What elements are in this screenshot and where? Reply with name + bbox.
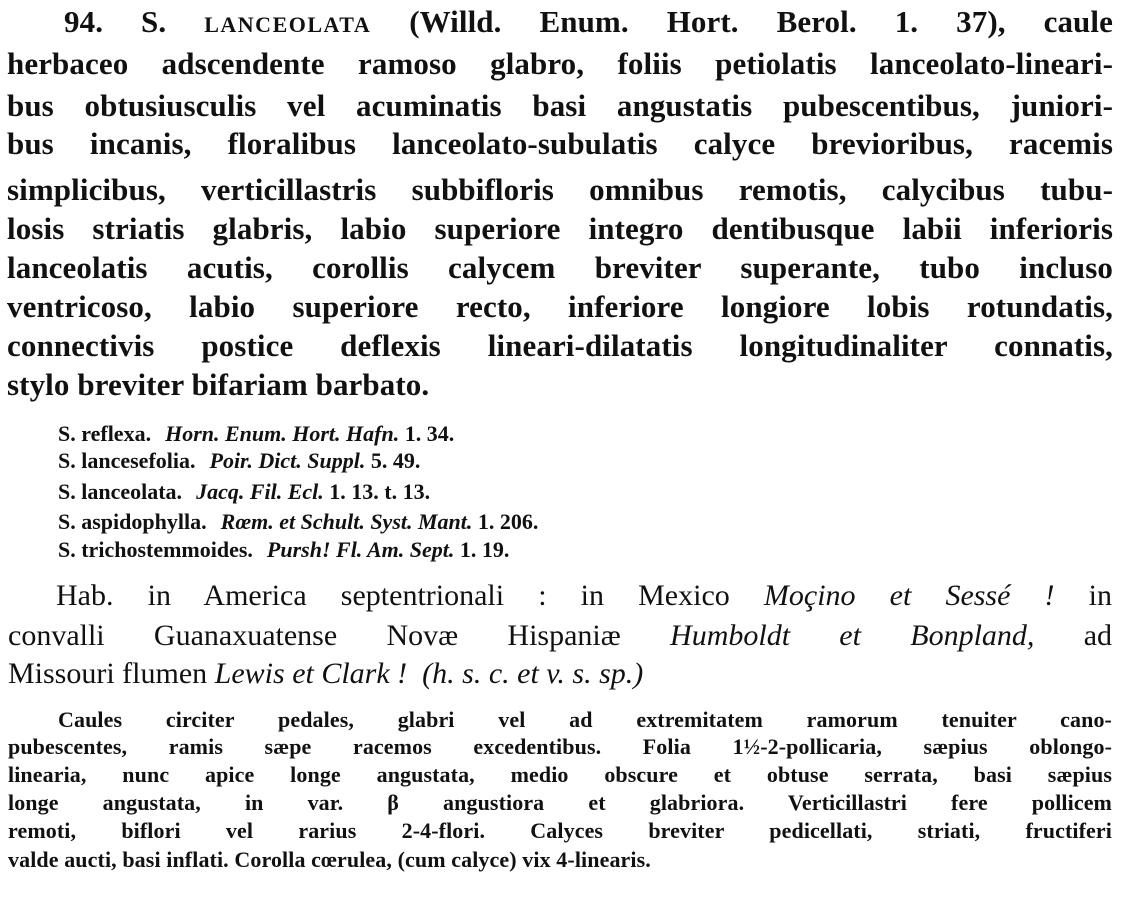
description-line: simplicibus, verticillastris subbifloris omnibus remotis, calycibus tubu-	[7, 172, 1113, 207]
synonym-name: S. lanceolata.	[58, 479, 183, 504]
synonym-name: S. lancesefolia.	[58, 448, 196, 473]
synonym-name: S. aspidophylla.	[58, 509, 207, 534]
habitat-text: ad	[1083, 619, 1113, 652]
synonym-citation: Poir. Dict. Suppl.	[209, 448, 366, 473]
habitat-line	[8, 618, 1112, 654]
species-heading	[64, 4, 1113, 40]
synonym-citation: Rœm. et Schult. Syst. Mant.	[220, 509, 473, 534]
synonym-reference: 1. 19.	[459, 537, 510, 562]
habitat-specimen-note: (h. s. c. et v. s. sp.)	[422, 657, 644, 690]
synonym-reference: 1. 13. t. 13.	[329, 479, 431, 504]
habitat-collector: Humboldt et Bonpland,	[670, 619, 1035, 652]
habitat-collector: Lewis et Clark !	[214, 657, 408, 690]
habitat-text: Hab. in America septentrionali : in Mexico	[56, 579, 730, 612]
note-line: valde aucti, basi inflati. Corolla cœrulea, (cum calyce) vix 4-linearis.	[8, 847, 651, 872]
description-line: losis striatis glabris, labio superiore integro dentibusque labii inferioris	[7, 211, 1113, 246]
species-authority: (Willd. Enum. Hort. Berol. 1. 37), caule	[409, 4, 1113, 39]
synonym-reference: 1. 34.	[404, 421, 455, 446]
habitat-line	[56, 578, 1112, 614]
habitat-collector: Moçino et Sessé !	[763, 579, 1055, 612]
description-line: bus obtusiusculis vel acuminatis basi angustatis pubescentibus, juniori-	[7, 88, 1113, 123]
note-line: linearia, nunc apice longe angustata, medio obscure et obtuse serrata, basi sæpius	[8, 762, 1112, 787]
synonym-reference: 5. 49.	[370, 448, 421, 473]
species-number: 94.	[64, 4, 104, 39]
synonym-name: S. reflexa.	[58, 421, 152, 446]
synonym-entry	[58, 509, 538, 534]
habitat-text: convalli Guanaxuatense Novæ Hispaniæ	[8, 619, 621, 652]
note-line: longe angustata, in var. β angustiora et glabriora. Verticillastri fere pollicem	[8, 790, 1112, 815]
description-line: lanceolatis acutis, corollis calycem breviter superante, tubo incluso	[7, 250, 1113, 285]
habitat-text: Missouri flumen	[8, 657, 208, 690]
description-line: connectivis postice deflexis lineari-dilatatis longitudinaliter connatis,	[7, 328, 1113, 363]
synonym-citation: Horn. Enum. Hort. Hafn.	[165, 421, 400, 446]
synonym-reference: 1. 206.	[477, 509, 539, 534]
synonym-citation: Jacq. Fil. Ecl.	[196, 479, 324, 504]
description-line: bus incanis, floralibus lanceolato-subulatis calyce brevioribus, racemis	[7, 126, 1113, 161]
synonym-citation: Pursh! Fl. Am. Sept.	[266, 537, 455, 562]
habitat-text: in	[1088, 579, 1113, 612]
note-line: Caules circiter pedales, glabri vel ad extremitatem ramorum tenuiter cano-	[58, 707, 1112, 732]
synonym-entry	[58, 421, 454, 446]
note-line: pubescentes, ramis sæpe racemos excedentibus. Folia 1½-2-pollicaria, sæpius oblongo-	[8, 734, 1112, 759]
note-line: remoti, biflori vel rarius 2-4-flori. Calyces breviter pedicellati, striati, fructiferi	[8, 818, 1112, 843]
habitat-line	[8, 656, 643, 692]
synonym-entry	[58, 537, 509, 562]
synonym-entry	[58, 448, 420, 473]
synonym-name: S. trichostemmoides.	[58, 537, 253, 562]
description-line: herbaceo adscendente ramoso glabro, foliis petiolatis lanceolato-lineari-	[7, 46, 1113, 81]
description-line: ventricoso, labio superiore recto, inferiore longiore lobis rotundatis,	[7, 289, 1113, 324]
genus-abbreviation: S.	[141, 4, 167, 39]
species-name: lanceolata	[204, 4, 372, 39]
synonym-entry	[58, 479, 430, 504]
description-last-line: stylo breviter bifariam barbato.	[7, 367, 430, 402]
